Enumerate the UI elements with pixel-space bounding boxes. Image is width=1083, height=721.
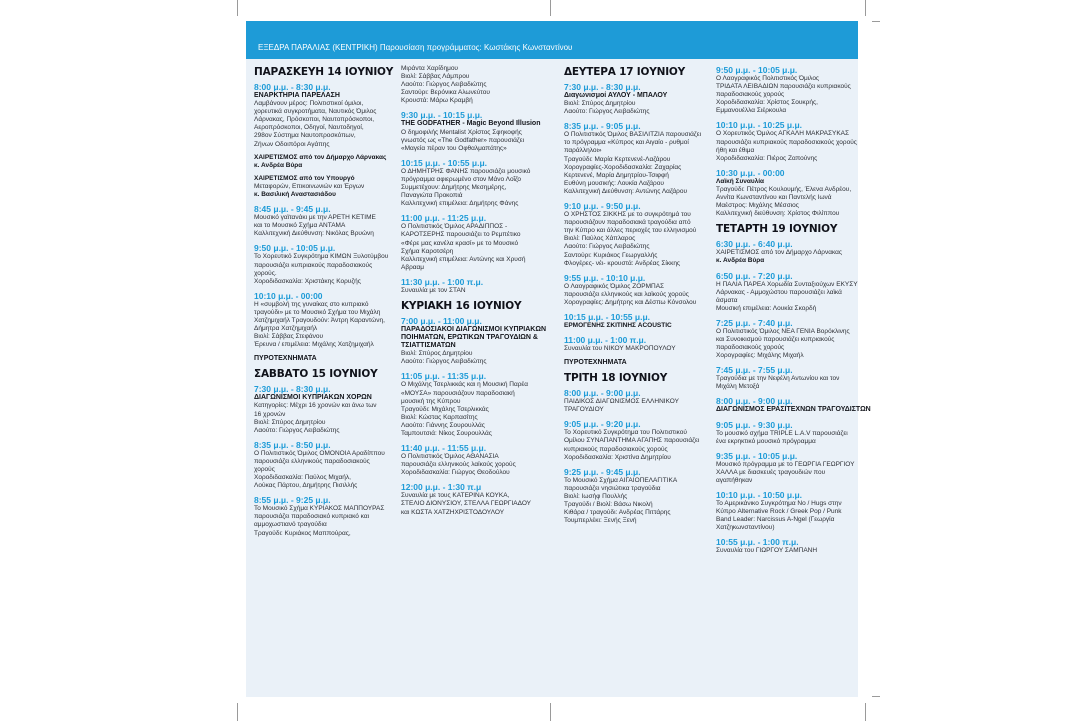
event-time: 9:35 μ.μ. - 10:05 μ.μ.: [716, 450, 798, 461]
event-text: Το Μουσικό Σχήμα ΚΥΡΙΑΚΟΣ ΜΑΠΠΟΥΡΑΣ: [254, 505, 385, 513]
event-time: 9:50 μ.μ. - 10:05 μ.μ.: [254, 243, 336, 254]
event-text: Ευθύνη μουσικής: Λουκία Λαζάρου: [564, 179, 664, 187]
crop-mark: [872, 696, 880, 697]
schedule-column-4: [716, 65, 871, 560]
event-text: Λαούτο: Γιώργος Λειβαδιώτης: [254, 426, 340, 434]
event-text: Τραγούδι: Μαρία Κερτενενέ-Λαζάρου: [564, 155, 671, 163]
event-text: ΧΑΙΡΕΤΙΣΜΟΣ από τον Δήμαρχο Λάρνακας: [254, 153, 387, 161]
event-text: Συναυλία με τον ΣΤΑΝ: [401, 286, 466, 294]
event-text: παρουσιάζει παραδοσιακό κυπριακό και: [254, 513, 370, 521]
event-time: 10:55 μ.μ. - 1:00 π.μ.: [716, 537, 799, 548]
event-text: παρουσιάζει ελληνικούς παραδοσιακούς: [254, 457, 370, 465]
event-block: [254, 440, 390, 490]
event-text: Χοροδιδασκαλία: Γιώργος Θεοδούλου: [401, 469, 510, 477]
event-time: 8:00 μ.μ. - 9:00 μ.μ.: [564, 388, 641, 399]
event-text: Το Αμερικάνικο Συγκρότημα No / Hugs στην: [716, 500, 842, 507]
event-text: Λούκας Πάρτου, Δημήτρης Πισιλλής: [254, 482, 358, 490]
event-text: χορούς: [254, 466, 275, 473]
event-time: 10:10 μ.μ. - 10:25 μ.μ.: [716, 120, 803, 131]
event-text: παρουσιάζει κυπριακούς παραδοσιακούς χορούς: [716, 138, 857, 146]
event-block: [716, 318, 854, 360]
event-text: και Συνοικισμού παρουσιάζει κυπριακούς: [716, 335, 835, 343]
event-text: τραγούδι» με το Μουσικό Σχήμα του Μιχάλη: [254, 308, 381, 316]
event-text: ΚΑΡΟΤΣΕΡΗΣ παρουσιάζει το Ρεμπέτικο: [401, 231, 521, 239]
event-text: κ. Βασιλική Αναστασιάδου: [254, 191, 336, 199]
event-text: Καλλιτεχνική επιμέλεια: Αντώνης και Χρυσή: [401, 255, 526, 263]
event-text: Βιολί: Παύλος Χάπλαρος: [564, 235, 636, 243]
event-text: Βιολί: Σπύρος Δημητρίου: [564, 100, 636, 108]
event-text: Τραγούδι: Κυριάκος Μαππούρας,: [254, 529, 351, 537]
event-text: Ο Πολιτιστικός Όμιλος ΑΡΑΔΙΠΠΟΣ -: [401, 223, 508, 231]
event-text: Λαούτο: Γιώργος Λειβαδιώτης: [401, 81, 487, 89]
event-text: Βιολί: Σπύρος Δημητρίου: [254, 418, 326, 426]
event-text: Η ΠΑΛΙΑ ΠΑΡΕΑ Χορωδία Συνταξιούχων ΕΚΥΣΥ: [716, 280, 858, 288]
event-text: Βιολί: Κώστας Καρπασίτης: [401, 413, 478, 421]
event-block: [254, 243, 390, 285]
event-text: Το Χορευτικό Συγκρότημα του Πολιτιστικού: [564, 429, 687, 437]
event-text: Λαμβάνουν μέρος: Πολιτιστικοί όμιλοι,: [254, 100, 364, 108]
event-text: Συναυλία του ΓΙΩΡΓΟΥ ΣΑΜΠΑΝΗ: [716, 547, 818, 555]
event-time: 9:10 μ.μ. - 9:50 μ.μ.: [564, 201, 641, 212]
event-block: [716, 420, 854, 446]
event-block: [254, 495, 390, 537]
event-time: 11:00 μ.μ. - 11:25 μ.μ.: [401, 213, 487, 224]
event-text: ΠΑΡΑΔΟΣΙΑΚΟΙ ΔΙΑΓΩΝΙΣΜΟΙ ΚΥΠΡΙΑΚΩΝ: [401, 325, 547, 333]
event-text: Ο ΧΡΗΣΤΟΣ ΣΙΚΚΗΣ με το συγκρότημά του: [564, 211, 691, 219]
event-time: 10:10 μ.μ. - 00:00: [254, 290, 323, 301]
event-time: 6:50 μ.μ. - 7:20 μ.μ.: [716, 270, 793, 281]
schedule-column-1: [254, 65, 394, 543]
event-time: 9:50 μ.μ. - 10:05 μ.μ.: [716, 65, 798, 75]
event-text: Το Μουσικό Σχήμα ΑΙΓΑΙΟΠΕΛΑΓΙΤΙΚΑ: [564, 476, 678, 484]
event-time: 11:05 μ.μ. - 11:35 μ.μ.: [401, 371, 487, 382]
event-time: 12:00 μ.μ. - 1:30 π.μ: [401, 482, 482, 493]
event-text: Μαέστρος: Μιχάλης Μέσσιος: [716, 202, 799, 210]
event-text: Συμμετέχουν: Δημήτρης Μεσημέρης,: [401, 184, 507, 192]
event-text: Κύπρο Alternative Rock / Greek Pop / Punk: [716, 508, 842, 516]
event-text: 298ον Σύστημα Ναυτοπροσκόπων,: [254, 132, 356, 140]
event-text: Διαγωνισμοί ΑΥΛΟΥ - ΜΠΑΛΟΥ: [564, 92, 668, 99]
event-text: 16 χρονών: [254, 410, 286, 418]
event-block: [254, 82, 390, 149]
event-time: 7:45 μ.μ. - 7:55 μ.μ.: [716, 365, 793, 376]
event-block: [254, 204, 390, 238]
event-text: Ομίλου ΣΥΝΑΠΑΝΤΗΜΑ ΑΓΑΠΗΣ παρουσιάζει: [564, 437, 700, 445]
event-text: Βιολί: Σάββας Λάμπρου: [401, 73, 470, 81]
event-block: [564, 419, 704, 461]
event-text: Βιολί: Ιωσήφ Πουλλής: [564, 492, 628, 500]
event-text: «Μαγεία πέραν του Οφθαλμαπάτης»: [401, 144, 507, 152]
event-time: 10:10 μ.μ. - 10:50 μ.μ.: [716, 490, 803, 500]
event-text: Ο Πολιτιστικός Όμιλος ΝΕΑ ΓΕΝΙΑ Βορόκλινης: [716, 327, 850, 335]
event-text: άσματα: [716, 296, 738, 304]
schedule-column-3: [564, 65, 704, 530]
crop-mark: [550, 703, 551, 721]
day-heading: ΚΥΡΙΑΚΗ 16 ΙΟΥΝΙΟΥ: [401, 299, 522, 312]
event-block: [401, 213, 541, 272]
event-text: Λάρνακας - Αμμοχώστου παρουσιάζει λαϊκά: [716, 288, 842, 296]
event-text: χορευτικά συγκροτήματα, Ναυτικός Όμιλος: [254, 108, 377, 116]
event-text: Κερτενενέ, Μαρία Δημητρίου-Τσιφφή: [564, 171, 669, 179]
event-text: Ο Πολιτιστικός Όμιλος ΟΜΟΝΟΙΑ Αραδίππου: [254, 449, 385, 457]
event-text: ΤΡΙΔΑΤΑ ΛΕΙΒΑΔΙΩΝ παρουσιάζει κυπριακούς: [716, 83, 851, 91]
event-text: Χορογραφίες: Δημήτρης και Δέσπω Κόνσολου: [564, 298, 697, 306]
event-text: ΔΙΑΓΩΝΙΣΜΟΣ ΕΡΑΣΙΤΕΧΝΩΝ ΤΡΑΓΟΥΔΙΣΤΩΝ: [716, 406, 871, 414]
event-text: Μεταφορών, Επικοινωνιών και Έργων: [254, 182, 365, 190]
event-text: ένα εκρηκτικό μουσικό πρόγραμμα: [716, 437, 816, 445]
event-text: Μουσικό γαϊτανάκι με την ΑΡΕΤΗ ΚΕΤΙΜΕ: [254, 214, 376, 222]
event-text: Σαντούρι: Κυριάκος Γεωργαλλής: [564, 251, 658, 259]
day-heading: ΠΑΡΑΣΚΕΥΗ 14 ΙΟΥΝΙΟΥ: [254, 66, 394, 78]
event-block: [564, 312, 704, 330]
event-text: ΔΙΑΓΩΝΙΣΜΟΙ ΚΥΠΡΙΑΚΩΝ ΧΟΡΩΝ: [254, 394, 372, 402]
program-banner: [246, 21, 858, 59]
event-text: Εμμανουέλλα Σιέρκουλα: [716, 107, 787, 115]
crop-mark: [872, 21, 880, 22]
event-text: Δήμητρα Χατζημιχαήλ: [254, 325, 318, 333]
event-time: 7:30 μ.μ. - 8:30 μ.μ.: [254, 384, 331, 395]
event-text: Ο Πολιτιστικός Όμιλος ΑΘΑΝΑΣΙΑ: [401, 453, 499, 461]
event-text: παρουσιάζει ελληνικούς και λαϊκούς χορούς: [564, 290, 689, 298]
event-block: [716, 490, 854, 532]
event-text: Ο Λαογραφικός Πολιτιστικός Όμιλος: [716, 75, 820, 82]
event-text: Band Leader: Narcissus A-Ngel (Γεωργία: [716, 516, 835, 524]
event-text: παρουσιάζουν παραδοσιακά τραγούδια από: [564, 219, 691, 227]
event-text: Χατζημιχαήλ Τραγουδούν: Άντρη Καραντώνη,: [254, 316, 385, 324]
event-text: «Φέρε μας κανέλα κρασί» με το Μουσικό: [401, 239, 519, 247]
event-block: [254, 384, 390, 434]
event-text: Τουμπερλέκι: Ξενής Ξενή: [564, 517, 637, 525]
event-text: και το Μουσικό Σχήμα ΑΝΤΑΜΑ: [254, 222, 346, 230]
event-time: 8:35 μ.μ. - 9:05 μ.μ.: [564, 121, 641, 132]
event-text: ΧΑΙΡΕΤΙΣΜΟΣ από τον Υπουργό: [254, 174, 355, 182]
event-time: 11:40 μ.μ. - 11:55 μ.μ.: [401, 443, 487, 454]
event-text: Λαούτο: Γιώργος Λειβαδιώτης: [564, 243, 650, 251]
event-text: κ. Ανδρέα Βύρα: [254, 161, 303, 169]
event-text: Ο Πολιτιστικός Όμιλος ΒΑΣΙΛΙΤΖΙΑ παρουσιάζει: [564, 131, 702, 139]
event-text: Φλογέρες- νέι- κρουστά: Ανδρέας Σίκκης: [564, 259, 681, 267]
event-text: παρουσιάζει νησιώτικα τραγούδια: [564, 484, 661, 492]
event-text: Η «συμβολή της γυναίκας στο κυπριακό: [254, 300, 369, 308]
event-text: Μουσική επιμέλεια: Λουκία Σκορδή: [716, 304, 817, 312]
event-text: την Κύπρο και άλλες περιοχές του ελληνισμού: [564, 227, 697, 235]
crop-mark: [550, 0, 551, 16]
event-text: χορούς.: [254, 269, 277, 277]
event-time: 7:30 μ.μ. - 8:30 μ.μ.: [564, 82, 641, 92]
event-text: Τραγούδια με την Νεφέλη Αντωνίου και τον: [716, 375, 840, 383]
event-time: 11:00 μ.μ. - 1:00 π.μ.: [564, 335, 647, 346]
event-text: Ο ΔΗΜΗΤΡΗΣ ΦΑΝΗΣ παρουσιάζει μουσικό: [401, 167, 531, 175]
event-block: [254, 175, 390, 199]
event-text: κ. Ανδρέα Βύρα: [716, 257, 765, 265]
event-text: Ο Μιχάλης Τσερλικκάς και η Μουσική Παρέα: [401, 381, 529, 389]
event-block: [716, 365, 854, 391]
event-text: Συναυλία με τους ΚΑΤΕΡΙΝΑ ΚΟΥΚΑ,: [401, 492, 510, 500]
event-block: [716, 120, 857, 162]
event-time: 7:25 μ.μ. - 7:40 μ.μ.: [716, 317, 793, 328]
event-block: [564, 335, 704, 353]
event-text: ΕΡΜΟΓΕΝΗΣ ΣΚΙΤΙΝΗΣ ACOUSTIC: [564, 321, 672, 329]
event-time: 11:30 μ.μ. - 1:00 π.μ.: [401, 276, 484, 287]
event-text: Βιολί: Σπύρος Δημητρίου: [401, 350, 473, 358]
event-text: γνωστός ως «The Godfather» παρουσιάζει: [401, 136, 525, 144]
event-text: Χορογραφίες-Χοροδιδασκαλία: Ζαχαρίας: [564, 163, 682, 171]
event-text: ΠΟΙΗΜΑΤΩΝ, ΕΡΩΤΙΚΩΝ ΤΡΑΓΟΥΔΙΩΝ &: [401, 334, 538, 342]
event-text: κυπριακούς παραδοσιακούς χορούς: [564, 445, 668, 453]
event-block: [564, 201, 704, 268]
event-time: 10:15 μ.μ. - 10:55 μ.μ.: [564, 311, 651, 322]
event-text: Έρευνα / επιμέλεια: Μιχάλης Χατζημιχαήλ: [254, 341, 374, 349]
event-block: [716, 270, 858, 313]
event-text: παρουσιάζει ελληνικούς λαϊκούς χορούς: [401, 461, 516, 469]
event-text: Σχήμα Καροτσέρη: [401, 247, 454, 255]
event-block: [564, 273, 704, 307]
event-block: [564, 82, 704, 116]
event-block: [564, 121, 704, 196]
event-text: Λάρνακας, Πρόσκοποι, Ναυτοπρόσκοποι,: [254, 116, 375, 124]
event-text: ΧΑΙΡΕΤΙΣΜΟΣ από τον Δήμαρχο Λάρνακας: [716, 249, 843, 257]
event-block: [401, 443, 541, 477]
event-text: Χοροδιδασκαλία: Χρίστος Σουκρής,: [716, 99, 818, 107]
event-text: παράλληλοι»: [564, 147, 602, 155]
event-block: [716, 239, 854, 265]
event-text: Καλλιτεχνική διεύθυνση: Χρίστος Φιλίππου: [716, 210, 840, 218]
program-sheet: [246, 21, 871, 697]
event-time: 10:15 μ.μ. - 10:55 μ.μ.: [401, 157, 488, 168]
event-text: Λαϊκή Συναυλία: [716, 177, 765, 185]
event-time: 9:55 μ.μ. - 10:10 μ.μ.: [564, 272, 646, 283]
event-text: ΤΣΙΑΤΤΙΣΜΑΤΩΝ: [401, 342, 456, 350]
event-time: 8:35 μ.μ. - 8:50 μ.μ.: [254, 439, 331, 450]
event-text: Λαούτο: Γιώργος Λειβαδιώτης: [401, 358, 487, 366]
event-block: [564, 388, 704, 414]
banner-title: ΕΞΕΔΡΑ ΠΑΡΑΛΙΑΣ (ΚΕΝΤΡΙΚΗ) Παρουσίαση προγράμματος: Κωστάκης Κωνσταντίνου: [258, 43, 573, 52]
event-time: 8:45 μ.μ. - 9:45 μ.μ.: [254, 204, 331, 215]
event-text: πρόγραμμα αφιερωμένο στον Μάνο Λοΐζο: [401, 175, 522, 183]
event-text: THE GODFATHER - Magic Beyond Illusion: [401, 120, 541, 128]
event-time: 10:30 μ.μ. - 00:00: [716, 167, 785, 178]
event-text: και ΚΩΣΤΑ ΧΑΤΖΗΧΡΙΣΤΟΔΟΥΛΟΥ: [401, 508, 505, 516]
event-text: Τραγούδι / Βιολί: Βάσω Νικολή: [564, 501, 653, 508]
event-time: 9:25 μ.μ. - 9:45 μ.μ.: [564, 466, 641, 477]
event-text: Καλλιτεχνική επιμέλεια: Δημήτρης Φάνης: [401, 200, 519, 208]
event-text: αμμοχωστιανό τραγούδια: [254, 521, 327, 529]
event-block: [716, 451, 854, 485]
event-time: 9:05 μ.μ. - 9:20 μ.μ.: [564, 419, 641, 430]
event-text: Ο Χορευτικός Όμιλος ΑΓΚΑΛΗ ΜΑΚΡΑΣΥΚΑΣ: [716, 130, 850, 138]
event-text: παρουσιάζει κυπριακούς παραδοσιακούς: [254, 261, 373, 269]
event-text: Χοροδιδασκαλία: Χριστίνα Δημητρίου: [564, 453, 671, 461]
event-text: Αεροπρόσκοποι, Οδηγοί, Ναυτοδηγοί,: [254, 124, 364, 132]
event-text: Συναυλία του ΝΙΚΟΥ ΜΑΚΡΟΠΟΥΛΟΥ: [564, 345, 676, 353]
event-text: ήθη και έθιμα: [716, 146, 755, 154]
event-text: Καλλιτεχνική Διεύθυνση: Νικόλας Βρυώνη: [254, 230, 374, 238]
event-text: Μιχάλη Μετοξά: [716, 383, 760, 391]
event-text: Χοροδιδασκαλία: Πιέρος Ζαπούνης: [716, 154, 818, 162]
event-block: [401, 315, 547, 366]
event-text: Τραγούδι: Πέτρος Κουλουμής, Έλενα Ανδρέου,: [716, 185, 852, 193]
crop-mark: [237, 703, 238, 721]
event-block: [716, 396, 871, 414]
event-text: ΤΡΑΓΟΥΔΙΟΥ: [564, 406, 604, 414]
event-block: [401, 65, 541, 105]
event-text: παραδοσιακούς χορούς: [716, 344, 785, 352]
event-text: Χοροδιδασκαλία: Χριστάκης Κορυζής: [254, 277, 361, 285]
event-block: [401, 371, 541, 438]
event-text: ΧΑΛΛΑ με διασκευές τραγουδιών που: [716, 468, 826, 476]
event-block: [564, 467, 704, 526]
event-text: Κρουστά: Μάρω Κραμβή: [401, 97, 473, 105]
event-time: 8:00 μ.μ. - 8:30 μ.μ.: [254, 82, 331, 92]
fireworks-label: ΠΥΡΟΤΕΧΝΗΜΑΤΑ: [564, 359, 627, 367]
event-text: Κιθάρα / τραγούδι: Ανδρέας Πιττάρης: [564, 509, 671, 517]
event-time: 9:30 μ.μ. - 10:15 μ.μ.: [401, 110, 483, 121]
event-text: Το Χορευτικό Συγκρότημα ΚΙΜΩΝ Ξυλοτύμβου: [254, 253, 389, 261]
day-heading: ΣΑΒΒΑΤΟ 15 ΙΟΥΝΙΟΥ: [254, 368, 378, 381]
event-text: Ταμπουτσιά: Νίκος Σουρουλλάς: [401, 430, 492, 437]
crop-mark: [865, 0, 866, 16]
event-text: ΕΝΑΡΚΤΗΡΙΑ ΠΑΡΕΛΑΣΗ: [254, 92, 340, 99]
fireworks-label: ΠΥΡΟΤΕΧΝΗΜΑΤΑ: [254, 355, 317, 363]
event-text: ΠΑΙΔΙΚΟΣ ΔΙΑΓΩΝΙΣΜΟΣ ΕΛΛΗΝΙΚΟΥ: [564, 398, 679, 406]
event-text: Καλλιτεχνική Διεύθυνση: Αντώνης Λαζάρου: [564, 187, 687, 195]
event-text: Χορογραφίες: Μιχάλης Μιχαήλ: [716, 352, 804, 360]
event-text: ΣΤΕΛΙΟ ΔΙΟΝΥΣΙΟΥ, ΣΤΕΛΛΑ ΓΕΩΡΓΙΑΔΟΥ: [401, 500, 532, 508]
event-block: [401, 158, 541, 208]
day-heading: ΔΕΥΤΕΡΑ 17 ΙΟΥΝΙΟΥ: [564, 66, 686, 78]
day-heading: ΤΡΙΤΗ 18 ΙΟΥΝΙΟΥ: [564, 372, 668, 385]
event-text: Σαντούρι: Βερόνικα Αλωνεύτου: [401, 89, 490, 97]
event-text: Παναγιώτα Προκοπιά: [401, 192, 463, 200]
event-block: [401, 277, 541, 295]
event-block: [716, 65, 854, 115]
event-text: Τραγούδι: Μιχάλης Τσερλικκάς: [401, 405, 489, 413]
event-block: [716, 537, 854, 555]
event-text: αγαπήθηκαν: [716, 476, 753, 484]
event-text: Αννίτα Κωνσταντίνου και Παντελής Ιωνά: [716, 194, 832, 202]
event-time: 7:00 μ.μ. - 11:00 μ.μ.: [401, 315, 482, 326]
event-text: παραδοσιακούς χορούς: [716, 91, 785, 99]
day-heading: ΤΕΤΑΡΤΗ 19 ΙΟΥΝΙΟΥ: [716, 223, 838, 236]
event-text: «ΜΟΥΣΑ» παρουσιάζουν παραδοσιακή: [401, 389, 515, 397]
event-block: [254, 154, 390, 170]
event-block: [401, 110, 541, 152]
event-text: Αβρααμ: [401, 263, 425, 271]
event-block: [254, 291, 390, 350]
event-block: [716, 168, 854, 218]
event-text: Ο Λαογραφικός Όμιλος ΖΟΡΜΠΑΣ: [564, 282, 665, 290]
event-text: Μιράντα Χαρίδημου: [401, 65, 458, 72]
event-time: 8:55 μ.μ. - 9:25 μ.μ.: [254, 495, 331, 506]
event-time: 8:00 μ.μ. - 9:00 μ.μ.: [716, 396, 793, 407]
event-text: Χοροδιδασκαλία: Παύλος Μιχαήλ,: [254, 474, 351, 482]
crop-mark: [865, 703, 866, 721]
schedule-column-2: [401, 65, 547, 522]
crop-mark: [237, 0, 238, 16]
event-text: Λαούτο: Γιώργος Λειβαδιώτης: [564, 108, 650, 116]
event-text: Χατζηκωνσταντίνου): [716, 524, 775, 532]
event-text: Λαούτο: Γιάννης Σουρουλλάς: [401, 421, 485, 429]
event-text: μουσική της Κύπρου: [401, 397, 461, 405]
event-time: 6:30 μ.μ. - 6:40 μ.μ.: [716, 239, 793, 250]
event-text: Κατηγορίες: Μέχρι 16 χρονών και άνω των: [254, 402, 377, 410]
event-text: το πρόγραμμα «Κύπρος και Αιγαίο - ρυθμοί: [564, 139, 689, 147]
event-text: Ζήνων Οδοιπόροι Αγάπης: [254, 140, 330, 148]
event-time: 9:05 μ.μ. - 9:30 μ.μ.: [716, 419, 793, 430]
event-block: [401, 482, 541, 516]
event-text: Βιολί: Σάββας Στεφάνου: [254, 333, 324, 341]
event-text: Ο δημοφιλής Mentalist Χρίστος Σφηκοφής: [401, 128, 522, 136]
event-text: Μουσικό πρόγραμμα με το ΓΕΩΡΓΙΑ ΓΕΩΡΓΙΟΥ: [716, 460, 855, 468]
event-text: Το μουσικό σχήμα TRIPLE L.A.V παρουσιάζει: [716, 429, 848, 437]
